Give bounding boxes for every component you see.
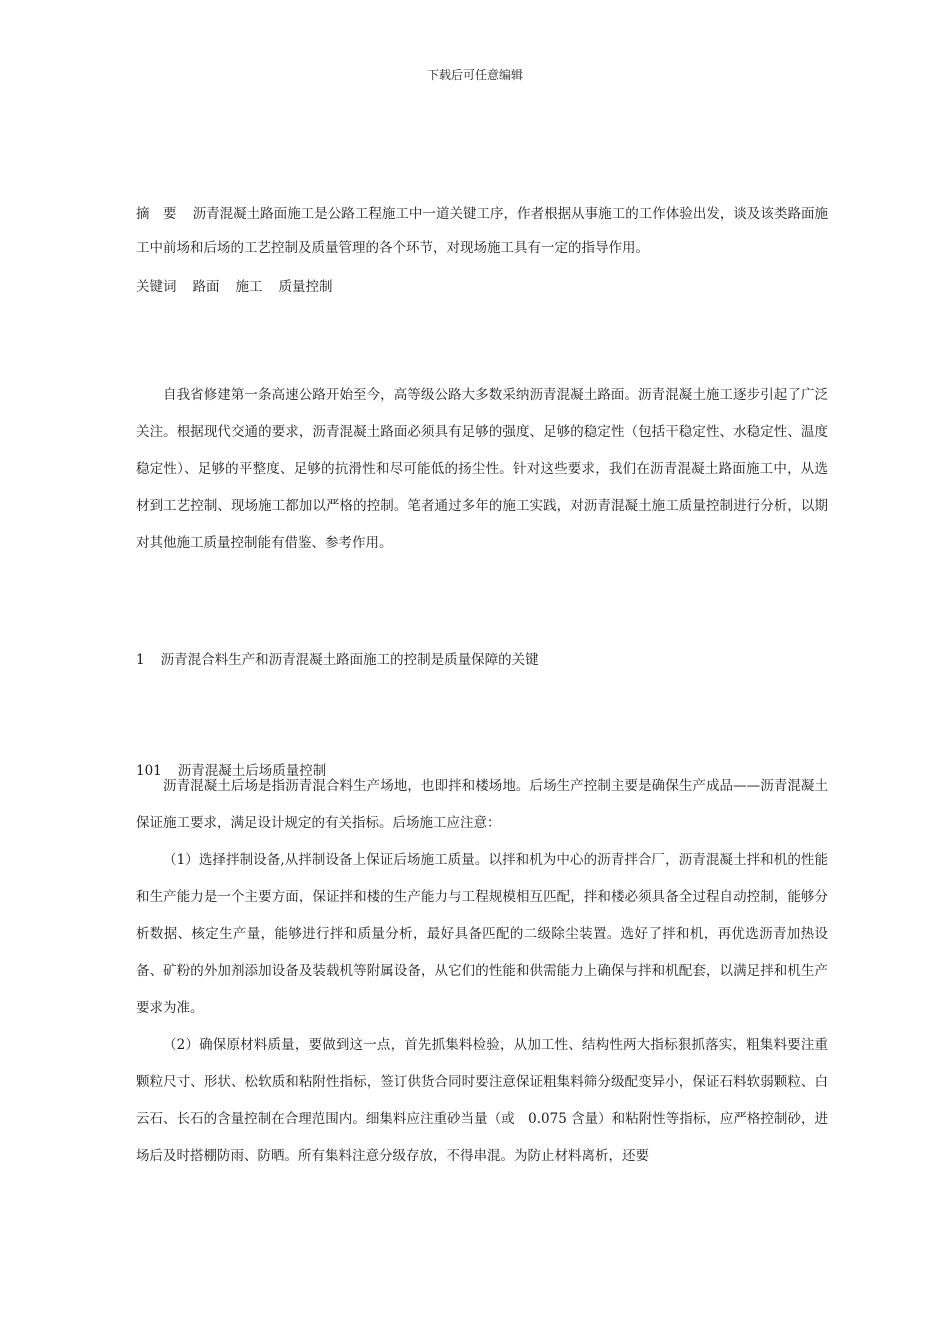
body-paragraph: （1）选择拌制设备,从拌制设备上保证后场施工质量。以拌和机为中心的沥青拌合厂，沥青混凝土拌和机的性能和生产能力是一个主要方面，保证拌和楼的生产能力与工程规模相互匹配，拌和楼必须具备全过程自动控制，能够分析数据、核定生产量，能够进行拌和质量分析，最好具备匹配的二级除尘装置。选好了拌和机，再优选沥青加热设备、矿粉的外加剂添加设备及装载机等附属设备，从它们的性能和供需能力上确保与拌和机配套，以满足拌和机生产要求为准。 (136, 852, 828, 1016)
section-title: 沥青混合料生产和沥青混凝土路面施工的控制是质量保障的关键 (160, 652, 539, 668)
section-number: 1 (136, 652, 145, 668)
abstract-paragraph (136, 197, 828, 265)
section-101-body (136, 768, 828, 1175)
intro-paragraph: 自我省修建第一条高速公路开始至今，高等级公路大多数采纳沥青混凝土路面。沥青混凝土施工逐步引起了广泛关注。根据现代交通的要求，沥青混凝土路面必须具有足够的强度、足够的稳定性（包括干稳定性、水稳定性、温度稳定性）、足够的平整度、足够的抗滑性和尽可能低的扬尘性。针对这些要求，我们在沥青混凝土路面施工中，从选材到工艺控制、现场施工都加以严格的控制。笔者通过多年的施工实践，对沥青混凝土施工质量控制进行分析，以期对其他施工质量控制能有借鉴、参考作用。 (136, 387, 828, 551)
abstract (136, 197, 828, 265)
keyword-item: 路面 (192, 279, 220, 295)
introduction (136, 377, 828, 562)
keywords (136, 270, 828, 304)
keywords-label: 关键词 (136, 279, 177, 295)
body-paragraph: （2）确保原材料质量，要做到这一点，首先抓集料检验，从加工性、结构性两大指标狠抓落实，粗集料要注重颗粒尺寸、形状、松软质和粘附性指标，签订供货合同时要注意保证粗集料筛分级配变异小，保证石料软弱颗粒、白云石、长石的含量控制在合理范围内。细集料应注重砂当量（或 0.075 含量）和粘附性等指标，应严格控制砂，进场后及时搭棚防雨、防晒。所有集料注意分级存放，不得串混。为防止材料离析，还要 (136, 1037, 828, 1164)
keyword-item: 施工 (235, 279, 263, 295)
keyword-item: 质量控制 (278, 279, 333, 295)
body-paragraph: 沥青混凝土后场是指沥青混合料生产场地，也即拌和楼场地。后场生产控制主要是确保生产成品——沥青混凝土保证施工要求，满足设计规定的有关指标。后场施工应注意： (136, 778, 828, 831)
page-header: 下载后可任意编辑 (426, 68, 523, 82)
section-heading-1 (136, 643, 828, 677)
abstract-label: 摘 要 (136, 206, 177, 222)
abstract-text: 沥青混凝土路面施工是公路工程施工中一道关键工序，作者根据从事施工的工作体验出发，谈及该类路面施工中前场和后场的工艺控制及质量管理的各个环节，对现场施工具有一定的指导作用。 (136, 206, 829, 256)
section-number: 101 (136, 763, 162, 779)
section-title: 沥青混凝土后场质量控制 (177, 763, 327, 779)
